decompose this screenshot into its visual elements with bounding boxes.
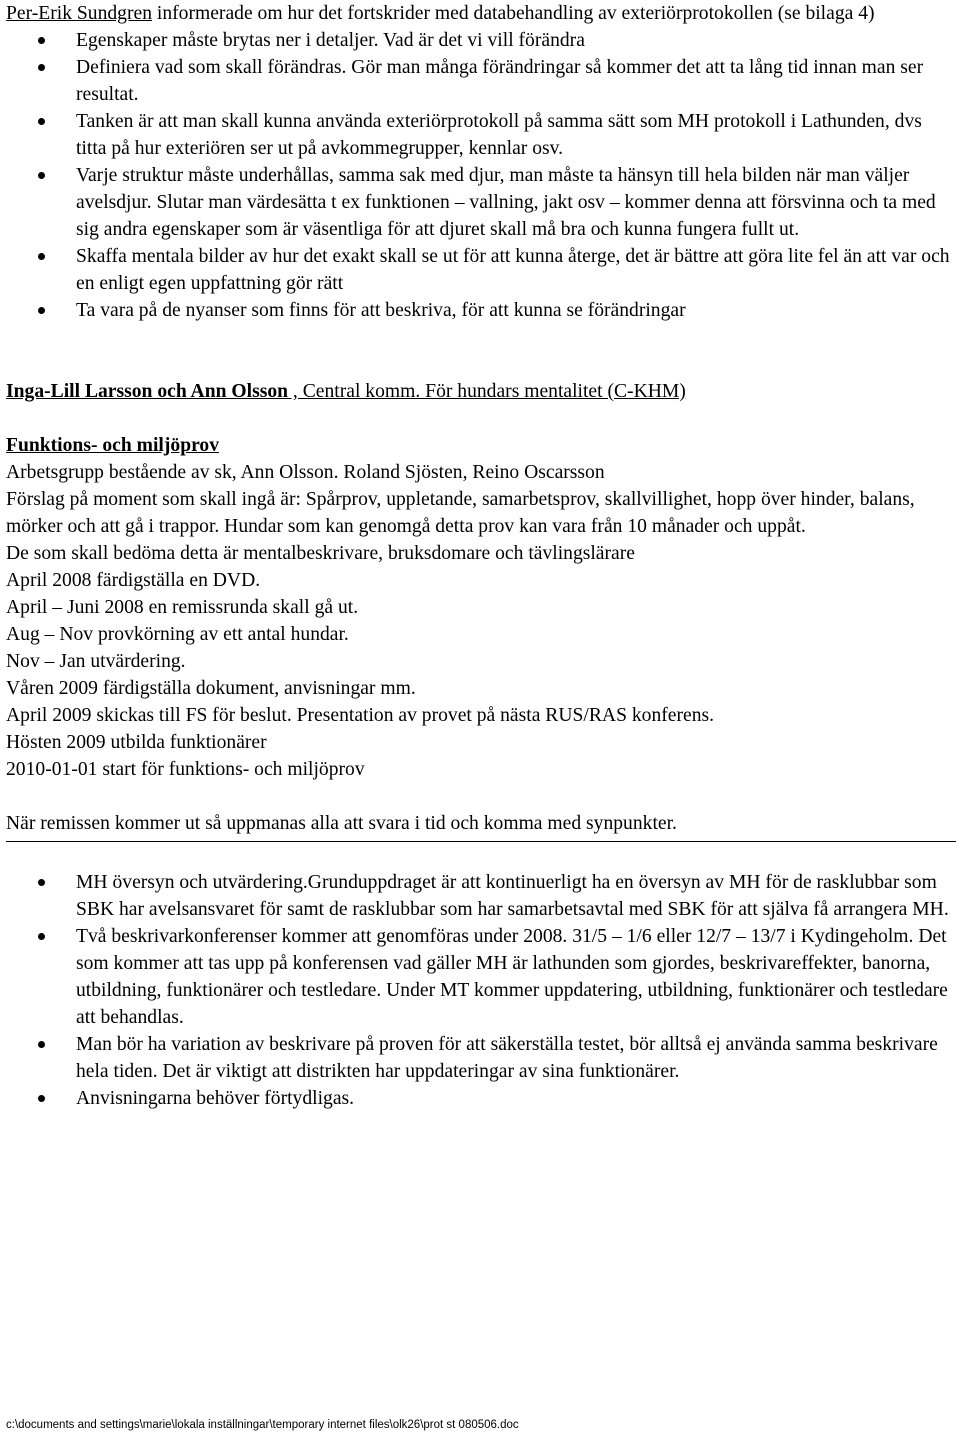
list-item: Egenskaper måste brytas ner i detaljer. Vad är det vi vill förändra: [6, 27, 956, 54]
person-name: Per-Erik Sundgren: [6, 3, 152, 24]
text-line: April 2008 färdigställa en DVD.: [6, 570, 261, 591]
text-line: Arbetsgrupp bestående av sk, Ann Olsson. Roland Sjösten, Reino Oscarsson: [6, 462, 605, 483]
exterior-bullet-list: [6, 27, 956, 324]
file-path-footer: c:\documents and settings\marie\lokala inställningar\temporary internet files\olk26\prot st 080506.doc: [6, 1419, 519, 1431]
list-item: Två beskrivarkonferenser kommer att genomföras under 2008. 31/5 – 1/6 eller 12/7 – 13/7 i Kydingeholm. Det som kommer att tas upp på konferensen vad gäller MH är lathunden som gjordes, beskrivareffekter, banorna, utbildning, funktionärer och testledare. Under MT kommer uppdatering, utbildning, funktionärer och testledare att behandlas.: [6, 923, 956, 1031]
text-line: 2010-01-01 start för funktions- och miljöprov: [6, 759, 365, 780]
text-line: April 2009 skickas till FS för beslut. Presentation av provet på nästa RUS/RAS konferens.: [6, 705, 715, 726]
list-item: Skaffa mentala bilder av hur det exakt skall se ut för att kunna återge, det är bättre att göra lite fel än att var och en enligt egen uppfattning gör rätt: [6, 243, 956, 297]
committee-text: , Central komm. För hundars mentalitet (C-KHM): [288, 381, 686, 402]
intro-paragraph: [6, 0, 956, 27]
text-line: De som skall bedöma detta är mentalbeskrivare, bruksdomare och tävlingslärare: [6, 543, 635, 564]
list-item: Tanken är att man skall kunna använda exteriörprotokoll på samma sätt som MH protokoll i Lathunden, dvs titta på hur exteriören ser ut på avkommegrupper, kennlar osv.: [6, 108, 956, 162]
committee-heading: [6, 378, 956, 405]
intro-text: informerade om hur det fortskrider med databehandling av exteriörprotokollen (se bilaga 4): [152, 3, 875, 24]
text-line: Hösten 2009 utbilda funktionärer: [6, 732, 267, 753]
list-item: Definiera vad som skall förändras. Gör man många förändringar så kommer det att ta lång tid innan man ser resultat.: [6, 54, 956, 108]
section-heading: Funktions- och miljöprov: [6, 435, 220, 456]
text-line: Våren 2009 färdigställa dokument, anvisningar mm.: [6, 678, 416, 699]
list-item: MH översyn och utvärdering.Grunduppdraget är att kontinuerligt ha en översyn av MH för de rasklubbar som SBK har avelsansvaret för samt de rasklubbar som har samarbetsavtal med SBK för att själva få arrangera MH.: [6, 869, 956, 923]
list-item: Varje struktur måste underhållas, samma sak med djur, man måste ta hänsyn till hela bilden när man väljer avelsdjur. Slutar man värdesätta t ex funktionen – vallning, jakt osv – kommer denna att försvinna och ta med sig andra egenskaper som är väsentliga för att djuret skall må bra och kunna fungera fullt ut.: [6, 162, 956, 243]
committee-names: Inga-Lill Larsson och Ann Olsson: [6, 381, 289, 402]
document-page: [6, 0, 956, 1112]
text-line: Aug – Nov provkörning av ett antal hundar.: [6, 624, 349, 645]
list-item: Man bör ha variation av beskrivare på proven för att säkerställa testet, bör alltså ej använda samma beskrivare hela tiden. Det är viktigt att distrikten har uppdateringar av sina funktionärer.: [6, 1031, 956, 1085]
text-line: Förslag på moment som skall ingå är: Spårprov, uppletande, samarbetsprov, skallvillighet, hopp över hinder, balans, mörker och att gå i trappor. Hundar som kan genomgå detta prov kan vara från 10 månader och uppåt.: [6, 489, 915, 537]
text-line: Nov – Jan utvärdering.: [6, 651, 186, 672]
mh-bullet-list: [6, 869, 956, 1112]
closing-line: När remissen kommer ut så uppmanas alla att svara i tid och komma med synpunkter.: [6, 810, 956, 842]
list-item: Anvisningarna behöver förtydligas.: [6, 1085, 956, 1112]
list-item: Ta vara på de nyanser som finns för att beskriva, för att kunna se förändringar: [6, 297, 956, 324]
text-line: April – Juni 2008 en remissrunda skall gå ut.: [6, 597, 359, 618]
